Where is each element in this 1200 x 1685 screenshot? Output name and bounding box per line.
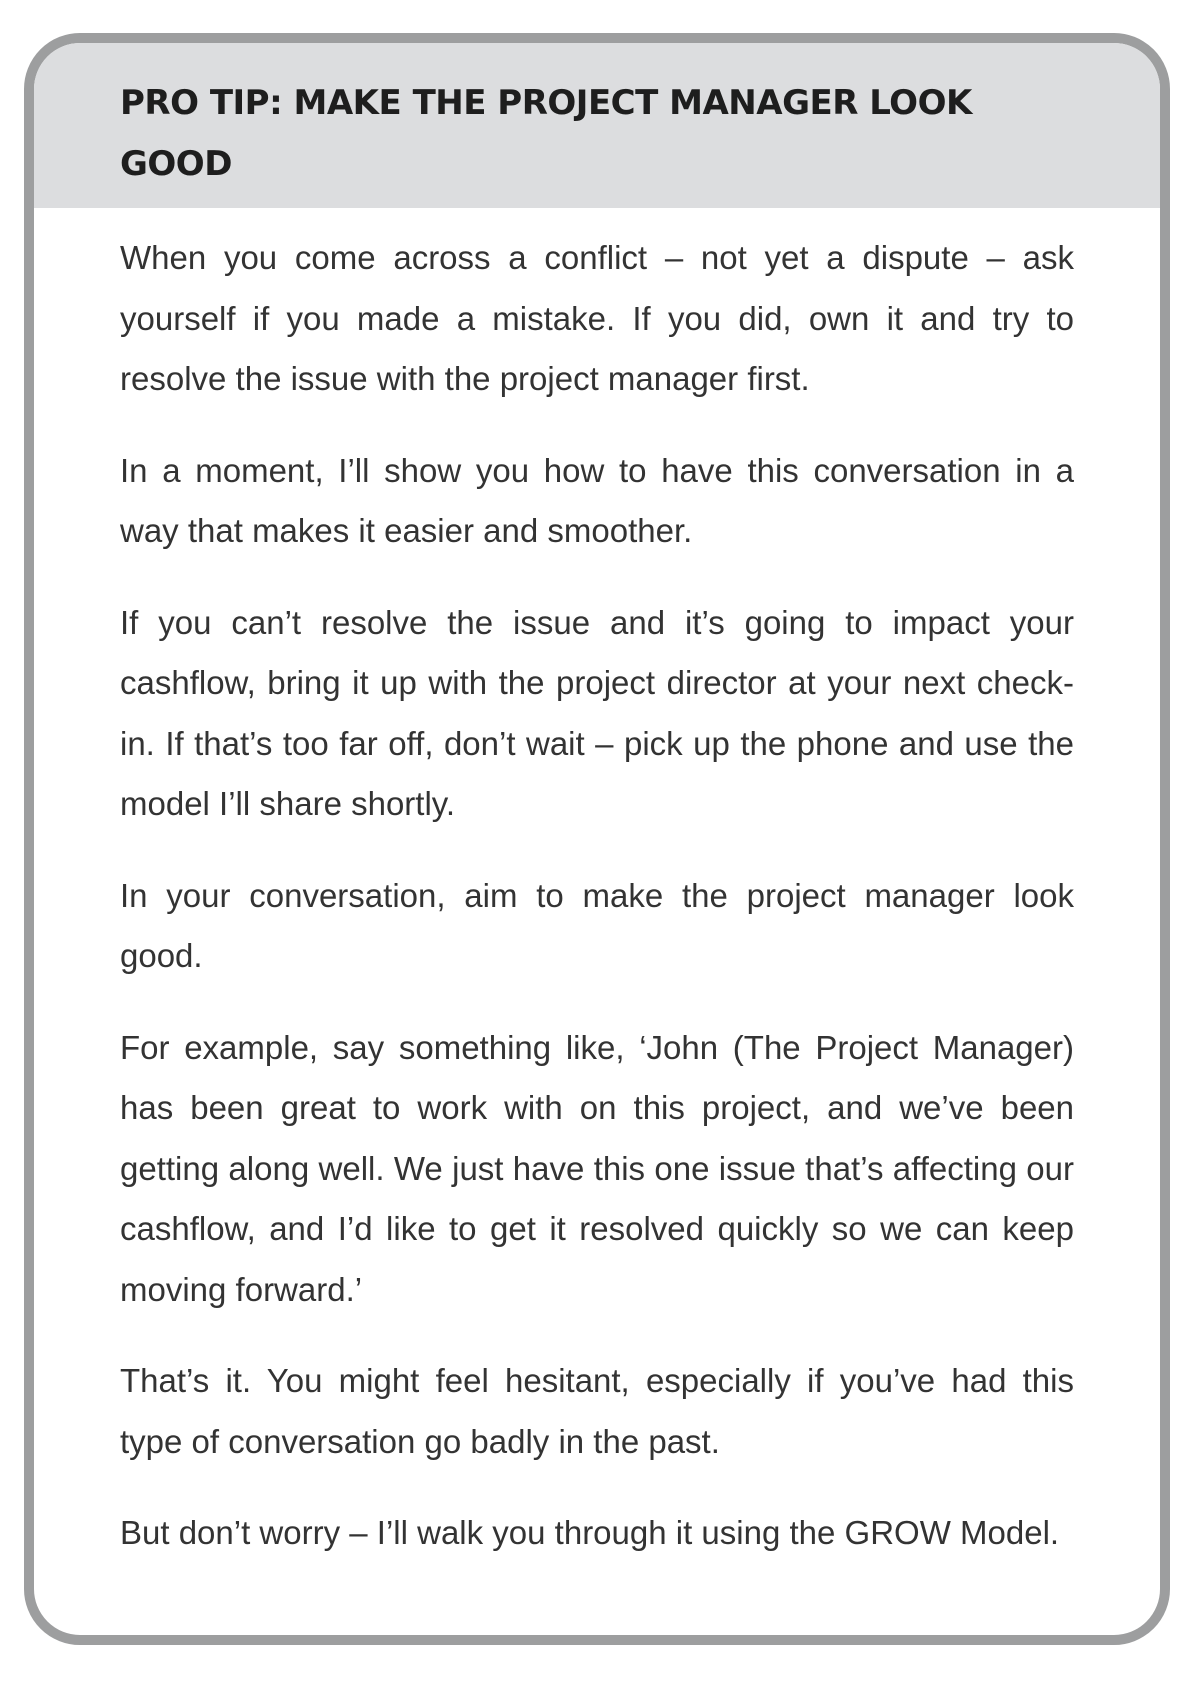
paragraph: In a moment, I’ll show you how to have this conversation in a way that makes it easier and smoother. <box>120 451 1074 549</box>
paragraph: When you come across a conflict – not yet a dispute – ask yourself if you made a mistake. If you did, own it and try to resolve the issue with the project manager first. <box>120 239 1074 397</box>
pro-tip-box <box>24 33 1170 1645</box>
pro-tip-title: PRO TIP: MAKE THE PROJECT MANAGER LOOK GOOD <box>120 83 972 184</box>
paragraph: But don’t worry – I’ll walk you through it using the GROW Model. <box>120 1514 1060 1551</box>
pro-tip-header <box>34 43 1160 208</box>
paragraph: For example, say something like, ‘John (The Project Manager) has been great to work with on this project, and we’ve been getting along well. We just have this one issue that’s affecting our cashflow, and I’d like to get it resolved quickly so we can keep moving forward.’ <box>120 1028 1074 1308</box>
pro-tip-content <box>34 208 1160 1564</box>
paragraph: In your conversation, aim to make the project manager look good. <box>120 876 1074 974</box>
paragraph: If you can’t resolve the issue and it’s going to impact your cashflow, bring it up with the project director at your next check-in. If that’s too far off, don’t wait – pick up the phone and use the model I’ll share shortly. <box>120 603 1074 822</box>
paragraph: That’s it. You might feel hesitant, especially if you’ve had this type of conversation go badly in the past. <box>120 1362 1074 1460</box>
